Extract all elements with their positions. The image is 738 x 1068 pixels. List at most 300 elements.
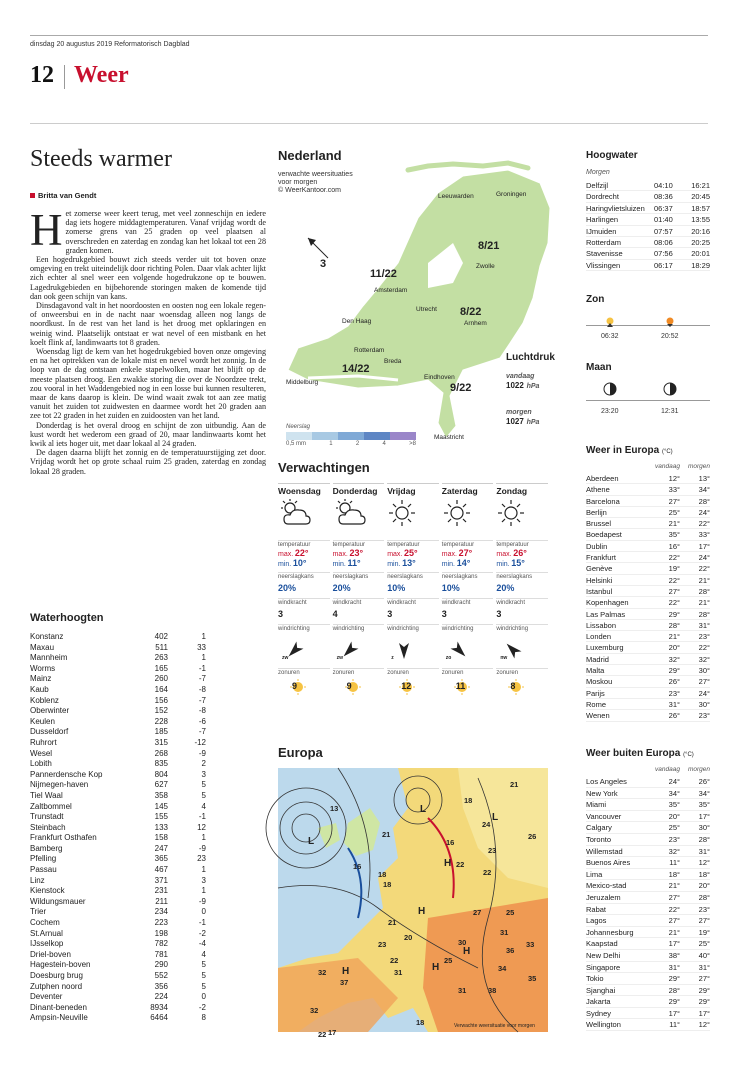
city-row-cell: 24° — [668, 777, 680, 786]
legend-swatch — [364, 432, 390, 440]
city-row-cell: 12° — [668, 474, 680, 483]
col-today: vandaag — [655, 463, 680, 470]
forecast-day-column — [496, 483, 548, 723]
city-row-cell: 25° — [668, 823, 680, 833]
city-row-cell: Kopenhagen — [586, 598, 629, 608]
maan-title: Maan — [586, 362, 612, 373]
city-row-cell: Buenos Aires — [586, 858, 631, 868]
city-row-cell: 30° — [698, 666, 710, 676]
water-row-cell: -12 — [194, 737, 206, 747]
city-row-cell: New Delhi — [586, 950, 621, 960]
city-row — [586, 962, 710, 974]
dateline: dinsdag 20 augustus 2019 Reformatorisch Dagblad — [30, 41, 190, 48]
luchtdruk-unit: hPa — [526, 383, 540, 390]
city-row-cell: 27° — [668, 892, 680, 902]
city-row-cell: 23° — [698, 904, 710, 914]
water-row-cell: -7 — [198, 695, 206, 705]
forecast-wind: 3 — [278, 609, 284, 619]
water-row — [30, 897, 206, 908]
water-row-cell: 835 — [154, 759, 168, 769]
water-row-cell: 12 — [197, 822, 206, 832]
city-row-cell: 22° — [668, 904, 680, 914]
water-row-cell: Keulen — [30, 716, 55, 726]
city-row-cell: 12° — [698, 858, 710, 868]
city-row-cell: 28° — [698, 496, 710, 506]
water-row-cell: 185 — [154, 727, 168, 737]
article-paragraph: De dagen daarna blijft het zonnig en de temperatuurstijging zet door. Vrijdag wordt het op grote schaal ruim 25 graden, zaterdag en zondag lokaal 28 graden. — [30, 448, 266, 476]
city-row-cell: 31° — [668, 962, 680, 972]
city-row-cell: Malta — [586, 666, 605, 676]
tide-row — [586, 248, 710, 259]
legend-swatch — [338, 432, 364, 440]
city-label: Middelburg — [286, 379, 319, 386]
city-row — [586, 620, 710, 631]
europe-temp-label: 36 — [506, 946, 515, 955]
city-row-cell: 22° — [698, 519, 710, 529]
water-row-cell: -4 — [198, 939, 206, 949]
water-row-cell: -1 — [198, 918, 206, 928]
label-sun: zonuren — [441, 670, 464, 676]
city-row — [586, 846, 710, 858]
forecast-rain: 10% — [387, 583, 406, 593]
city-row-cell: Singapore — [586, 962, 621, 972]
europe-map-credit: Verwachte weersituatie voor morgen — [454, 1023, 535, 1029]
weer-buiten-table — [586, 776, 710, 1031]
city-row — [586, 1008, 710, 1020]
forecast-day-column — [442, 483, 494, 723]
water-row-cell: 5 — [201, 960, 206, 970]
water-row-cell: -9 — [198, 896, 206, 906]
forecast-wind: 4 — [332, 609, 338, 619]
partly-cloudy-icon — [278, 498, 330, 540]
water-row — [30, 770, 206, 781]
water-row-cell: 8 — [201, 1013, 206, 1023]
water-row-cell: Pfelling — [30, 854, 57, 864]
legend-values — [286, 441, 416, 447]
city-row-cell: Miami — [586, 800, 606, 810]
masthead-separator — [64, 65, 65, 89]
europe-temp-label: 35 — [528, 974, 537, 983]
city-row-cell: 20° — [668, 643, 680, 653]
forecast-dir-box — [442, 624, 494, 668]
label-temp: temperatuur — [387, 542, 420, 548]
forecast-day-name: Zaterdag — [441, 486, 478, 496]
tide-row — [586, 191, 710, 202]
city-label: Breda — [384, 358, 402, 365]
city-row-cell: 18° — [698, 869, 710, 879]
city-row-cell: 28° — [698, 586, 710, 596]
city-row-cell: Boedapest — [586, 530, 622, 540]
article-byline — [30, 191, 96, 200]
forecast-day-name: Vrijdag — [387, 486, 416, 496]
tide-row-cell: 18:29 — [691, 260, 710, 270]
city-row-cell: 38° — [668, 950, 680, 960]
water-row-cell: Worms — [30, 663, 56, 673]
europe-temp-label: 31 — [394, 968, 403, 977]
pressure-center-label: L — [492, 812, 499, 823]
label-rain: neerslagkans — [496, 574, 533, 580]
water-row-cell: Ruhrort — [30, 737, 57, 747]
forecast-day-column — [333, 483, 385, 723]
city-row-cell: 29° — [698, 985, 710, 995]
city-row-cell: 18° — [668, 869, 680, 879]
city-row-cell: 28° — [668, 620, 680, 630]
forecast-rain: 10% — [441, 583, 460, 593]
city-row-cell: Vancouver — [586, 811, 622, 821]
city-row — [586, 642, 710, 653]
tide-row-cell: Vlissingen — [586, 260, 621, 270]
europe-temp-label: 21 — [388, 918, 397, 927]
city-row-cell: 17° — [698, 811, 710, 821]
label-rain: neerslagkans — [278, 574, 314, 580]
city-row-cell: 17° — [698, 541, 710, 551]
europe-temp-label: 23 — [378, 940, 387, 949]
water-row — [30, 696, 206, 707]
forecast-day-column — [278, 483, 330, 723]
pressure-center-label: L — [308, 836, 315, 847]
city-row — [586, 597, 710, 608]
forecast-wind: 3 — [496, 609, 502, 619]
water-row-cell: Steinbach — [30, 822, 66, 832]
city-row-cell: Rome — [586, 699, 607, 709]
label-temp: temperatuur — [441, 542, 475, 548]
city-row — [586, 822, 710, 834]
city-row — [586, 710, 710, 721]
hoogwater-table — [586, 180, 710, 271]
forecast-wind: 3 — [441, 609, 447, 619]
city-row-cell: 23° — [698, 711, 710, 721]
water-row-cell: 6464 — [150, 1013, 168, 1023]
forecast-sun-box — [333, 668, 385, 698]
label-max: max. — [278, 551, 294, 558]
tide-row-cell: Harlingen — [586, 215, 619, 225]
label-min: min. — [496, 561, 510, 568]
city-row-cell: 21° — [698, 598, 710, 608]
city-row-cell: Genève — [586, 564, 613, 574]
forecast-temp-box — [496, 540, 548, 572]
europe-temp-label: 26 — [528, 832, 537, 841]
city-row-cell: 26° — [698, 777, 710, 786]
city-row-cell: 34° — [668, 788, 680, 798]
forecast-max: 26° — [513, 548, 527, 558]
moonrise-time: 23:20 — [601, 408, 619, 415]
city-row-cell: 23° — [668, 834, 680, 844]
water-row-cell: 33 — [197, 642, 206, 652]
water-row-cell: Dusseldorf — [30, 727, 69, 737]
water-row — [30, 727, 206, 738]
water-row-cell: 1 — [201, 653, 206, 663]
sunset-icon — [664, 312, 676, 324]
forecast-sun-hours: 9 — [292, 681, 298, 691]
water-row-cell: 247 — [154, 843, 168, 853]
city-row — [586, 996, 710, 1008]
city-row-cell: 31° — [698, 962, 710, 972]
water-row-cell: Bamberg — [30, 843, 63, 853]
city-row-cell: 33° — [668, 485, 680, 495]
label-min: min. — [278, 561, 292, 568]
city-row-cell: 27° — [668, 916, 680, 926]
europe-temp-label: 17 — [328, 1028, 337, 1037]
water-row-cell: Doesburg brug — [30, 971, 83, 980]
verwachtingen-title: Verwachtingen — [278, 460, 370, 475]
water-row-cell: 164 — [154, 684, 168, 694]
water-row-cell: 511 — [155, 642, 168, 652]
water-row-cell: 133 — [154, 822, 168, 832]
europe-temp-label: 25 — [444, 956, 453, 965]
water-row-cell: Wildungsmauer — [30, 896, 86, 906]
water-row-cell: 4 — [201, 949, 206, 959]
city-row-cell: Sydney — [586, 1008, 612, 1018]
city-row-cell: Luxemburg — [586, 643, 624, 653]
city-row-cell: 28° — [698, 609, 710, 619]
water-row — [30, 950, 206, 961]
water-row-cell: Deventer — [30, 992, 63, 1002]
waterhoogten-title: Waterhoogten — [30, 612, 104, 624]
water-row — [30, 780, 206, 791]
hoogwater-subtitle: Morgen — [586, 169, 610, 176]
city-row-cell: Mexico-stad — [586, 881, 627, 891]
city-row — [586, 892, 710, 904]
header-rule — [30, 123, 708, 124]
city-row-cell: Helsinki — [586, 575, 613, 585]
water-row — [30, 876, 206, 887]
nederland-subtitle — [278, 171, 353, 195]
forecast-wind-box — [496, 598, 548, 624]
city-row-cell: 12° — [698, 1020, 710, 1030]
water-row — [30, 685, 206, 696]
forecast-dir: nw — [500, 655, 508, 661]
weer-europa-header — [586, 463, 710, 470]
moonset-time: 12:31 — [661, 408, 679, 415]
hoogwater-title: Hoogwater — [586, 150, 638, 161]
city-row-cell: 21° — [668, 927, 680, 937]
label-temp: temperatuur — [496, 542, 529, 548]
water-row-cell: 224 — [154, 992, 168, 1002]
forecast-rain-box — [333, 572, 385, 598]
weer-buiten-heading: Weer buiten Europa — [586, 748, 681, 759]
city-row-cell: 29° — [698, 997, 710, 1007]
forecast-max: 22° — [294, 548, 309, 558]
tide-row-cell: 06:17 — [654, 260, 673, 270]
water-row-cell: 290 — [154, 960, 168, 970]
label-min: min. — [387, 561, 401, 568]
europe-temp-label: 20 — [404, 933, 413, 942]
legend-value: 2 — [355, 441, 360, 447]
tide-row-cell: 16:21 — [691, 181, 710, 190]
article-headline: Steeds warmer — [30, 146, 172, 172]
city-row-cell: 28° — [668, 985, 680, 995]
city-row-cell: Lissabon — [586, 620, 617, 630]
city-row-cell: 31° — [668, 699, 680, 709]
weer-europa-unit: (°C) — [661, 449, 673, 455]
water-row-cell: 3 — [201, 875, 206, 885]
tide-row-cell: 20:01 — [691, 249, 710, 259]
water-row-cell: Trunstadt — [30, 812, 64, 822]
city-row — [586, 788, 710, 800]
temp-label: 8/22 — [460, 306, 482, 318]
europe-temp-label: 25 — [506, 908, 515, 917]
city-row — [586, 699, 710, 710]
europe-temp-label: 22 — [456, 860, 465, 869]
water-row-cell: 804 — [154, 769, 168, 779]
forecast-dir-box — [387, 624, 439, 668]
city-row-cell: 25° — [698, 939, 710, 949]
tide-row — [586, 214, 710, 225]
city-row — [586, 915, 710, 927]
city-row-cell: 21° — [668, 881, 680, 891]
legend-swatch — [390, 432, 416, 440]
weer-europa-table — [586, 473, 710, 722]
forecast-rain-box — [442, 572, 494, 598]
water-row-cell: 627 — [154, 780, 168, 790]
forecast-sun-hours: 8 — [510, 681, 516, 691]
water-row-cell: Nijmegen-haven — [30, 780, 89, 790]
tide-row-cell: 04:10 — [654, 181, 673, 190]
city-row-cell: 17° — [668, 1008, 680, 1018]
legend-value: >8 — [409, 441, 416, 447]
city-row-cell: 28° — [698, 834, 710, 844]
forecast-max: 23° — [349, 548, 364, 558]
forecast-sun-box — [496, 668, 548, 698]
city-row-cell: New York — [586, 788, 618, 798]
city-label: Zwolle — [476, 263, 495, 270]
city-row-cell: 24° — [698, 553, 710, 563]
city-row-cell: Dublin — [586, 541, 608, 551]
article-paragraph: et zomerse weer keert terug, met veel zonneschijn en iedere dag iets hogere middagtemperaturen. Vanaf vrijdag wordt de zomerse grens van 25 graden op veel plaatsen al overschreden en zaterdag en zondag kan het lokaal tot een 28 graden komen. — [65, 209, 266, 255]
water-row-cell: 165 — [154, 663, 168, 673]
europe-temp-label: 24 — [482, 820, 491, 829]
tide-row-cell: Delfzijl — [586, 181, 609, 190]
water-row-cell: -6 — [198, 716, 206, 726]
label-max: max. — [441, 551, 457, 558]
city-row-cell: 17° — [698, 1008, 710, 1018]
label-min: min. — [441, 561, 456, 568]
city-row — [586, 985, 710, 997]
forecast-wind-box — [278, 598, 330, 624]
city-row-cell: Sjanghai — [586, 985, 616, 995]
europe-temp-label: 27 — [473, 908, 482, 917]
city-row-cell: Londen — [586, 632, 612, 642]
water-row — [30, 992, 206, 1003]
pressure-center-label: H — [418, 906, 426, 917]
water-row-cell: -1 — [198, 663, 206, 673]
water-row-cell: 223 — [154, 918, 168, 928]
wind-force-label: 3 — [320, 258, 327, 270]
city-row-cell: 30° — [698, 823, 710, 833]
city-row-cell: 22° — [698, 564, 710, 574]
water-row-cell: -7 — [198, 727, 206, 737]
city-row-cell: 13° — [698, 474, 710, 483]
subtitle-line: voor morgen — [278, 179, 318, 186]
water-row-cell: 467 — [154, 865, 168, 875]
tide-row-cell: Stavenisse — [586, 249, 623, 259]
article-paragraph: Donderdag is het overal droog en schijnt de zon uitbundig. Aan de kust wordt het wederom een graad of 20, maar landinwaarts komt het kwik al iets hoger uit, met daar lokaal al 24 graden. — [30, 420, 266, 449]
city-row — [586, 869, 710, 881]
col-tomorrow: morgen — [687, 463, 710, 470]
city-row-cell: 32° — [668, 846, 680, 856]
europe-temp-label: 13 — [330, 804, 339, 813]
label-dir: windrichting — [441, 626, 474, 632]
water-row-cell: 198 — [154, 928, 168, 938]
water-row — [30, 918, 206, 929]
weer-buiten-title — [586, 748, 694, 759]
city-row-cell: 27° — [668, 586, 680, 596]
water-row-cell: 5 — [201, 981, 206, 991]
city-row — [586, 654, 710, 665]
water-row-cell: 8934 — [150, 1002, 168, 1012]
city-row — [586, 484, 710, 495]
city-row-cell: 21° — [668, 632, 680, 642]
water-row-cell: -2 — [198, 928, 206, 938]
forecast-day-name: Zondag — [496, 486, 528, 496]
temp-label: 8/21 — [478, 240, 500, 252]
city-row-cell: 19° — [698, 927, 710, 937]
weer-buiten-unit: (°C) — [683, 752, 694, 758]
city-row-cell: 27° — [698, 974, 710, 984]
city-row-cell: 20° — [668, 811, 680, 821]
tide-row-cell: Haringvlietsluizen — [586, 203, 645, 213]
city-label: Eindhoven — [424, 374, 455, 381]
water-row-cell: 1 — [201, 865, 206, 875]
city-row-cell: 17° — [668, 939, 680, 949]
city-row — [586, 938, 710, 950]
water-row-cell: Hagestein-boven — [30, 960, 91, 970]
water-row — [30, 833, 206, 844]
subtitle-line: verwachte weersituaties — [278, 171, 353, 178]
water-row-cell: Wesel — [30, 748, 53, 758]
europe-temp-label: 18 — [416, 1018, 425, 1027]
forecast-day-name: Donderdag — [332, 486, 378, 496]
water-row — [30, 759, 206, 770]
precipitation-legend — [286, 432, 416, 440]
city-row — [586, 518, 710, 529]
europe-temp-label: 31 — [458, 986, 467, 995]
zon-title: Zon — [586, 294, 605, 305]
forecast-min: 14° — [456, 558, 471, 568]
water-row — [30, 907, 206, 918]
luchtdruk-tomorrow-value: 1027 — [506, 417, 524, 426]
city-row-cell: 35° — [668, 800, 680, 810]
label-sun: zonuren — [387, 670, 409, 676]
city-row — [586, 811, 710, 823]
water-row-cell: Mannheim — [30, 653, 68, 663]
city-row-cell: 30° — [698, 699, 710, 709]
city-row-cell: 32° — [698, 654, 710, 664]
city-row-cell: 23° — [698, 632, 710, 642]
city-row-cell: 35° — [668, 530, 680, 540]
nederland-title: Nederland — [278, 148, 342, 163]
forecast-dir: zw — [282, 655, 289, 661]
label-wind: windkracht — [278, 600, 307, 606]
sunrise-icon — [604, 312, 616, 324]
city-row-cell: 22° — [668, 598, 680, 608]
moonrise-icon — [603, 382, 617, 396]
city-label: Rotterdam — [354, 347, 385, 354]
city-row-cell: 28° — [698, 892, 710, 902]
city-row-cell: Wenen — [586, 711, 610, 721]
tide-row-cell: Rotterdam — [586, 237, 622, 247]
water-row-cell: Ampsin-Neuville — [30, 1013, 88, 1023]
water-row-cell: 268 — [154, 748, 168, 758]
water-row-cell: 234 — [154, 907, 168, 917]
water-row — [30, 653, 206, 664]
europe-temp-label: 22 — [318, 1030, 327, 1039]
forecast-min: 13° — [402, 558, 416, 568]
city-row-cell: Tokio — [586, 974, 604, 984]
city-row-cell: 35° — [698, 800, 710, 810]
city-row — [586, 799, 710, 811]
label-dir: windrichting — [387, 626, 419, 632]
